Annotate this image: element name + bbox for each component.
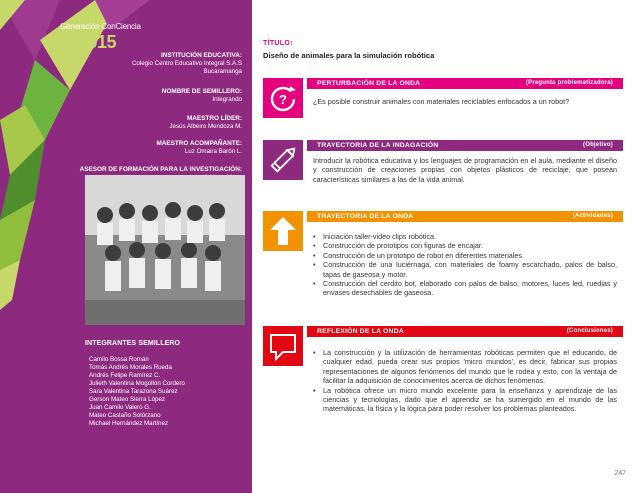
list-item: • Iniciación taller-video clips robótica. <box>313 232 617 241</box>
title-label: TÍTULO: <box>263 40 293 47</box>
list-item: Julieth Valentina Mogollón Cordero <box>89 380 185 387</box>
section-objective <box>263 140 623 192</box>
brand-year: 2015 <box>78 32 117 52</box>
up-arrow-icon <box>263 211 303 251</box>
leader-block <box>32 115 242 131</box>
page-title: Diseño de animales para la simulación robótica <box>263 51 435 60</box>
section-problem <box>263 78 623 128</box>
seedbed-block <box>32 88 242 104</box>
left-panel <box>0 0 252 493</box>
list-item: • La robótica ofrece un micro mundo excelente para la enseñanza y aprendizaje de las ciencias y tecnologías, dado que el aprendiz se ha sumergido en el mundo de las matemáticas, la física y la lógica para poder resolver los problemas planteados. <box>313 386 617 414</box>
section-text: Introducir la robótica educativa y los lenguajes de programación en el aula, mediante el diseño y construcción de creaciones propias con objetos plásticos de reciclaje, que posean características similares a las de la vida animal. <box>313 156 617 184</box>
list-item: • Construcción del cerdito bot, elaborado con palos de balso, motores, luces led, ruedias y envases desechables de gaseosa. <box>313 279 617 298</box>
seedbed-label: NOMBRE DE SEMILLERO: <box>161 88 242 95</box>
list-item: • Construcción de un prototipo de robot en diferentes materiales. <box>313 251 617 260</box>
section-text: ¿Es posible construir animales con materiales reciclables enfocados a un robot? <box>313 97 570 106</box>
brand-name: Generación ConCiencia <box>60 22 141 31</box>
list-item: Juan Camilo Valero G. <box>89 404 151 411</box>
section-tag: (Actividades) <box>572 213 613 219</box>
institution-name: Colegio Centro Educativo Integral S.A.S <box>131 60 242 67</box>
question-icon <box>263 78 303 118</box>
list-item: Sara Valentina Tarazona Suárez <box>89 388 178 395</box>
seedbed-name: Integrando <box>212 96 242 103</box>
section-heading: TRAYECTORIA DE LA INDAGACIÓN <box>317 142 439 149</box>
list-item: Michael Hernández Martínez <box>89 420 169 427</box>
advisor-label: ASESOR DE FORMACIÓN PARA LA INVESTIGACIÓN: <box>79 166 242 173</box>
section-tag: (Conclusiones) <box>566 328 613 334</box>
section-header <box>307 140 623 151</box>
institution-label: INSTITUCIÓN EDUCATIVA: <box>160 52 242 59</box>
list-item: • La construcción y la utilización de herramientas robóticas permiten que el educando, de cualquier edad, pueda crear sus propios 'micro mundos', es decir, fabricar sus propias representaciones de algunos fenómenos del mundo que le rodea y esto, con la ventaja de facilitar la adquisición de conocimientos acerca de dichos fenómenos. <box>313 348 617 386</box>
leader-name: Jesús Albeiro Mendoza M. <box>169 123 242 130</box>
section-activities <box>263 211 623 316</box>
page-number: 247 <box>614 470 626 477</box>
companion-block <box>32 140 242 156</box>
companion-label: MAESTRO ACOMPAÑANTE: <box>156 140 242 147</box>
institution-block <box>32 52 242 76</box>
list-item: Camilo Bossa Román <box>89 356 149 363</box>
section-list <box>313 232 617 298</box>
section-header <box>307 78 623 89</box>
section-header <box>307 326 623 337</box>
section-heading: REFLEXIÓN DE LA ONDA <box>317 328 404 335</box>
leader-label: MAESTRO LÍDER: <box>186 115 242 122</box>
list-item: Andrés Felipe Ramírez C. <box>89 372 161 379</box>
section-heading: TRAYECTORIA DE LA ONDA <box>317 213 414 220</box>
institution-city: Bucaramanga <box>203 68 242 75</box>
list-item: Tomás Andrés Morales Rueda <box>89 364 172 371</box>
section-conclusions <box>263 326 623 466</box>
list-item: • Construcción de prototipos con figuras de encajar. <box>313 241 617 250</box>
pencil-icon <box>263 140 303 180</box>
section-tag: (Pregunta problematizadora) <box>525 80 613 86</box>
members-heading: INTEGRANTES SEMILLERO <box>85 340 181 347</box>
list-item: Mateo Castaño Solórzano <box>89 412 161 419</box>
list-item: Gerson Mateo Sierra López <box>89 396 166 403</box>
section-list <box>313 348 617 414</box>
members-list <box>89 356 185 428</box>
speech-bubble-icon <box>263 326 303 366</box>
svg-text:?: ? <box>279 92 287 107</box>
list-item: • Construcción de una luciérnaga, con materiales de foamy escarchado, palos de balso, tapas de gaseosa y motor. <box>313 260 617 279</box>
group-photo <box>85 175 245 325</box>
companion-name: Luz Omaira Barón L. <box>184 148 242 155</box>
section-tag: (Objetivo) <box>583 142 613 148</box>
section-header <box>307 211 623 222</box>
section-heading: PERTURBACIÓN DE LA ONDA <box>317 80 421 87</box>
